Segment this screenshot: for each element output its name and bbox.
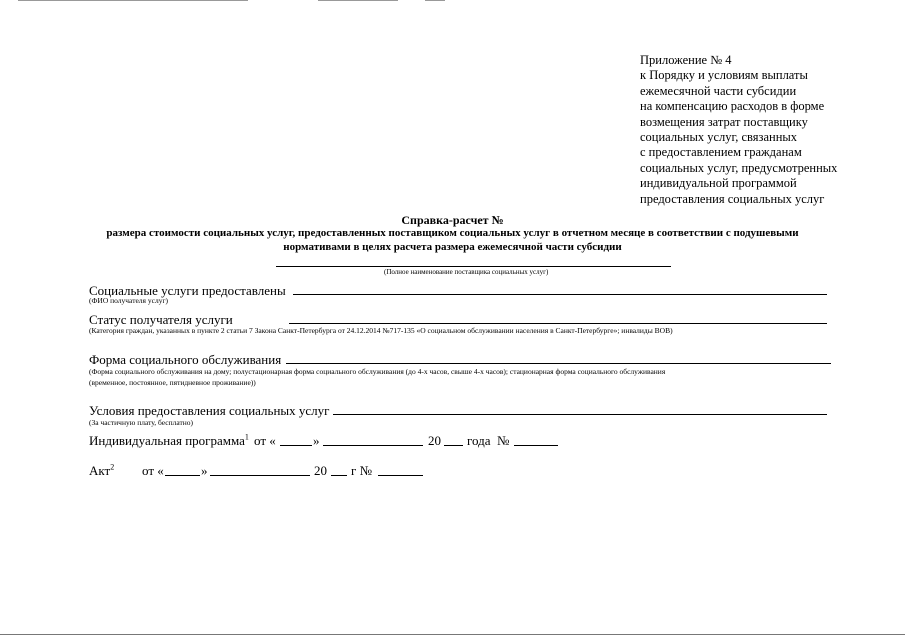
- footnote-ref: 2: [110, 462, 115, 472]
- document-title: Справка-расчет №: [401, 213, 504, 227]
- form-label: Форма социального обслуживания: [89, 352, 282, 367]
- act-month-line: [210, 475, 310, 476]
- program-label: [89, 433, 249, 449]
- form-hint: (Форма социального обслуживания на дому; полустационарная форма социального обслуживания (до 4-х часов, свыше 4-х часов); стационарная форма социального обслуживания: [89, 367, 666, 376]
- scan-bottom-edge: [0, 634, 905, 635]
- act-year-line: [331, 475, 347, 476]
- act-day-line: [165, 475, 200, 476]
- status-label: Статус получателя услуги: [89, 312, 233, 327]
- program-number-sign: №: [497, 433, 510, 448]
- appendix-block: [640, 53, 837, 207]
- act-label-text: Акт: [89, 463, 111, 478]
- document-subtitle-line: размера стоимости социальных услуг, предоставленных поставщиком социальных услуг в отчетном месяце в соответствии с подушевыми: [106, 227, 799, 239]
- status-fill-line: [289, 323, 827, 324]
- act-label: [89, 463, 114, 479]
- program-year-line: [444, 445, 463, 446]
- services-label: Социальные услуги предоставлены: [89, 283, 286, 298]
- services-hint: (ФИО получателя услуг): [89, 296, 169, 305]
- program-number-line: [514, 445, 558, 446]
- appendix-line: социальных услуг, связанных: [640, 130, 798, 145]
- provider-name-line: [276, 266, 671, 267]
- program-month-line: [323, 445, 423, 446]
- form-fill-line: [286, 363, 831, 364]
- act-year-prefix: 20: [314, 463, 327, 478]
- appendix-line: к Порядку и условиям выплаты: [640, 68, 808, 83]
- program-from: от «: [254, 433, 276, 448]
- services-fill-line: [293, 294, 827, 295]
- form-hint: (временное, постоянное, пятидневное проживание)): [89, 378, 256, 387]
- scan-artifact-line: [425, 0, 445, 1]
- act-from: от «: [142, 463, 164, 478]
- appendix-line: предоставления социальных услуг: [640, 191, 825, 206]
- scan-artifact-line: [318, 0, 398, 1]
- appendix-line: с предоставлением гражданам: [640, 145, 802, 160]
- conditions-label: Условия предоставления социальных услуг: [89, 403, 330, 418]
- status-hint: (Категория граждан, указанных в пункте 2 статьи 7 Закона Санкт-Петербурга от 24.12.2014 №717-135 «О социальном обслуживании населения в Санкт-Петербурге»; инвалиды ВОВ): [89, 326, 673, 335]
- conditions-fill-line: [333, 414, 827, 415]
- provider-name-caption: (Полное наименование поставщика социальных услуг): [384, 268, 549, 276]
- footnote-ref: 1: [244, 432, 249, 442]
- act-number-line: [378, 475, 423, 476]
- program-label-text: Индивидуальная программа: [89, 433, 245, 448]
- document-subtitle-line: нормативами в целях расчета размера ежемесячной части субсидии: [283, 241, 622, 253]
- program-year-prefix: 20: [428, 433, 441, 448]
- appendix-line: ежемесячной части субсидии: [640, 83, 797, 98]
- appendix-line: Приложение № 4: [640, 53, 732, 67]
- conditions-hint: (За частичную плату, бесплатно): [89, 418, 194, 427]
- appendix-line: индивидуальной программой: [640, 176, 797, 191]
- act-year-suffix: г №: [351, 463, 372, 478]
- appendix-line: социальных услуг, предусмотренных: [640, 160, 838, 175]
- appendix-line: на компенсацию расходов в форме: [640, 99, 825, 114]
- scan-artifact-line: [18, 0, 248, 1]
- program-day-line: [280, 445, 312, 446]
- act-close-quote: »: [201, 463, 208, 478]
- program-year-suffix: года: [467, 433, 491, 448]
- program-close-quote: »: [313, 433, 320, 448]
- appendix-line: возмещения затрат поставщику: [640, 114, 808, 129]
